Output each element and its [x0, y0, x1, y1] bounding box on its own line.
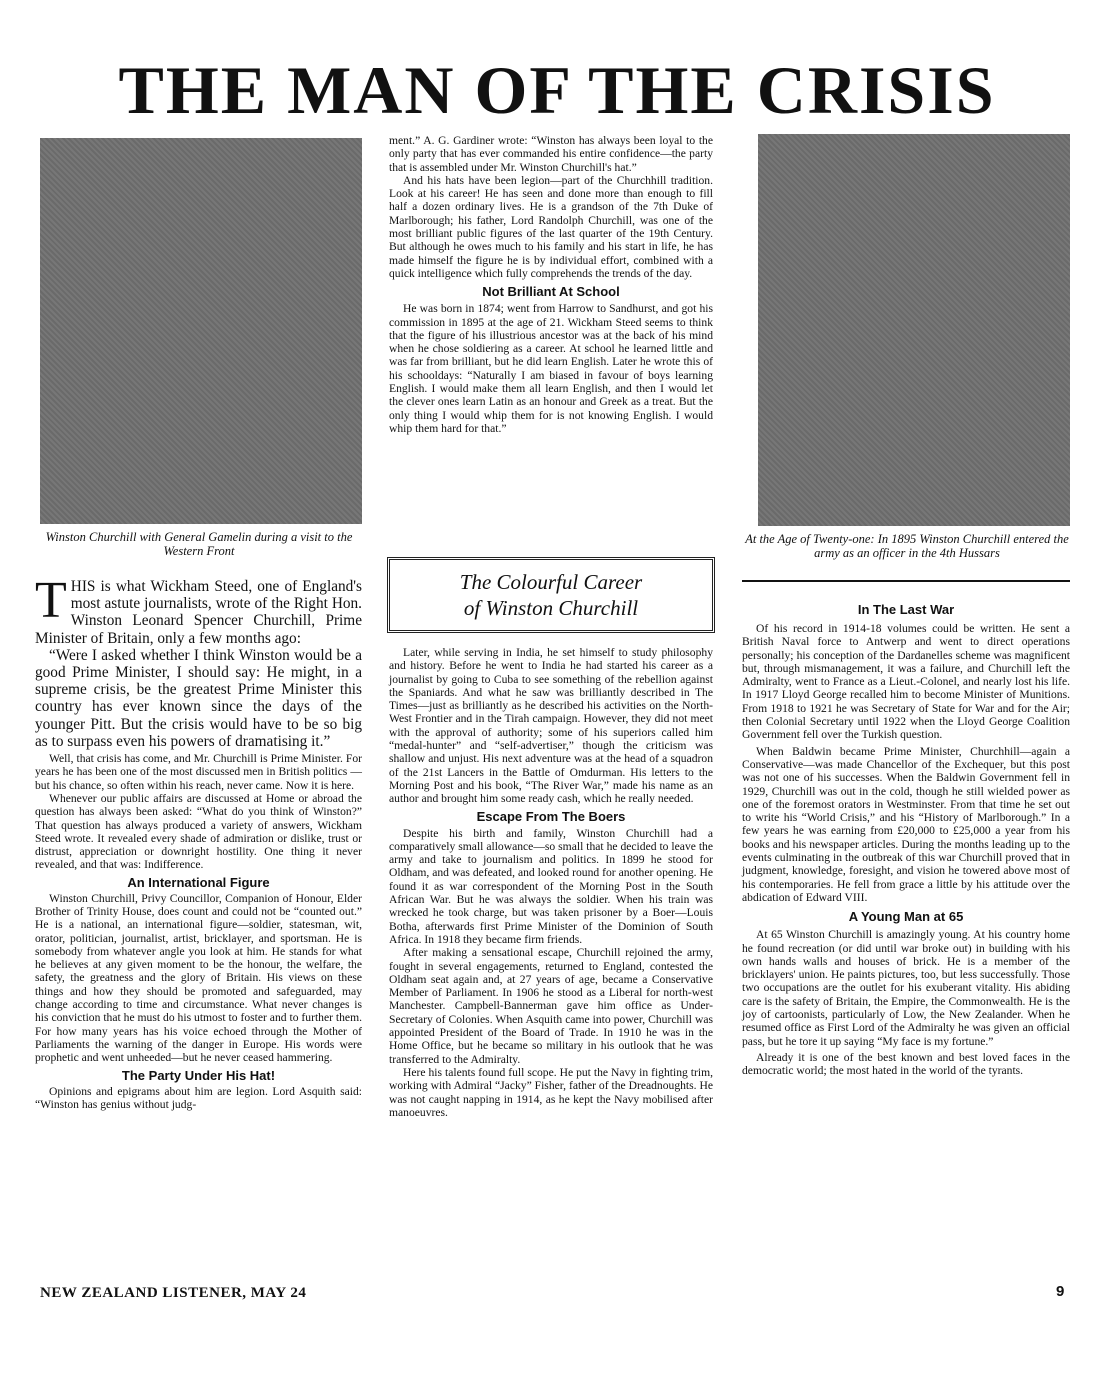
- page-number: 9: [1056, 1283, 1065, 1300]
- column-1-body: [35, 752, 362, 1111]
- paragraph: Despite his birth and family, Winston Churchill had a comparatively small allowance—so small that he decided to leave the army and take to journalism and politics. In 1899 he stood for Oldham, and was defeated, and looked round for another opening. He found it as war correspondent of the Morning Post in the South African War. But he was always the soldier. When his train was wrecked he took charge, but was taken prisoner by a Boer—Louis Botha, afterwards first Prime Minister of the Dominion of South Africa. In 1918 they became firm friends.: [389, 826, 713, 946]
- column-1: [35, 572, 362, 1111]
- paragraph: After making a sensational escape, Churchill rejoined the army, fought in several engagements, returned to England, contested the Oldham seat again and, at 27 years of age, became a Conservative Member of Parliament. In 1906 he stood as a Liberal for north-west Manchester. Campbell-Bannerman gave him office as Under-Secretary of Colonies. When Asquith came into power, Churchill was appointed President of the Board of Trade. In 1910 he was in the Home Office, but he became so military in his outlook that he was transferred to the Admiralty.: [389, 946, 713, 1066]
- column-3: [742, 602, 1070, 1078]
- paragraph: Winston Churchill, Privy Councillor, Companion of Honour, Elder Brother of Trinity House, does count and could not be “counted out.” He is a national, an international figure—soldier, statesman, wit, orator, politician, journalist, artist, bricklayer, and sportsman. He is somebody from whatever angle you look at him. He stands for what he believes at any given moment to be the honour, the welfare, the safety, the greatness and the glory of Britain. His views on these things and how they should be promoted and safeguarded, may change according to time and circumstance. What never changes is his conviction that he must do his utmost to foster and to further them. For how many years has his voice echoed through the Mother of Parliaments the warning of the danger in Europe. His words were prophetic and went unheeded—but he never ceased hammering.: [35, 891, 362, 1065]
- feature-box: [387, 557, 715, 633]
- feature-box-line-2: of Winston Churchill: [463, 596, 639, 620]
- footer-publication: NEW ZEALAND LISTENER, MAY 24: [40, 1285, 307, 1301]
- paragraph: Whenever our public affairs are discussed at Home or abroad the question has always been asked: “What do you think of Winston?” That question has always produced a variety of answers, Wickham Steed wrote. It revealed every shade of admiration or dislike, trust or distrust, appreciation or downright hostility. One thing it never revealed, and that was: Indifference.: [35, 791, 362, 872]
- paragraph: Of his record in 1914-18 volumes could be written. He sent a British Naval force to Antwerp and went to direct operations personally; his conception of the Dardanelles scheme was magnificent but, through mismanagement, it was a failure, and Churchill left the Admiralty, went to France as a Lieut.-Colonel, and nearly lost his life. In 1917 Lloyd George recalled him to become Minister of Munitions. From 1918 to 1921 he was Secretary of State for War and for the Air; then Colonial Secretary until 1922 when the Lloyd George Coalition Government fell over the Turkish question.: [742, 622, 1070, 742]
- divider-rule: [742, 580, 1070, 582]
- paragraph: Later, while serving in India, he set himself to study philosophy and history. Before he went to India he had started his career as a journalist by going to Cuba to see something of the rebellion against the Spaniards. And what he saw was brilliantly described in The Times—just as brilliantly as he described his activities on the North-West Frontier and in the Tirah campaign. However, they did not meet with the approval of authority; some of his superiors called him “medal-hunter” and “self-advertiser,” though the criticism was shallow and unjust. His next adventure was at the head of a squadron of the 21st Lancers in the Battle of Omdurman. His letters to the Morning Post and his book, “The River War,” made his name as an author and brought him some ready cash, which he really needed.: [389, 646, 713, 806]
- photo-churchill-gamelin: [40, 138, 362, 524]
- paragraph: Here his talents found full scope. He put the Navy in fighting trim, working with Admiral “Jacky” Fisher, father of the Dreadnoughts. He was not caught napping in 1914, as he kept the Navy mobilised after manoeuvres.: [389, 1065, 713, 1119]
- paragraph: When Baldwin became Prime Minister, Churchhill—again a Conservative—was made Chancellor of the Exchequer, but this post was not one of his successes. When the Baldwin Government fell in 1929, Churchill was out in the cold, though he still wielded power as one of the foremost orators in Westminster. From that time he set out to write his “World Crisis,” and his “History of Marlborough.” In a few years he was earning from £20,000 to £25,000 a year from his books and his newspaper articles. During the months leading up to the events culminating in the outbreak of this war Churchill proved that in judgment, knowledge, foresight, and vision he towered above most of his contemporaries. He fell from grace a little by his attitude over the abdication of Edward VIII.: [742, 744, 1070, 904]
- lead-paragraph-1-text: HIS is what Wickham Steed, one of England's most astute journalists, wrote of the Right Hon. Winston Leonard Spencer Churchill, Prime Minister of Britain, only a few months ago:: [35, 578, 362, 647]
- paragraph: Well, that crisis has come, and Mr. Churchill is Prime Minister. For years he has been one of the most discussed men in British politics — but his chance, so often within his reach, never came. Now it is here.: [35, 752, 362, 792]
- section-heading-escape-boers: Escape From The Boers: [476, 808, 626, 824]
- paragraph: Opinions and epigrams about him are legion. Lord Asquith said: “Winston has genius without judg-: [35, 1084, 362, 1111]
- photo-left-caption: Winston Churchill with General Gamelin during a visit to the Western Front: [45, 530, 353, 558]
- lead-paragraph-1: [35, 572, 362, 647]
- section-heading-party-under-hat: The Party Under His Hat!: [121, 1067, 276, 1083]
- photo-churchill-age-21: [758, 134, 1070, 526]
- lead-paragraph-2: “Were I asked whether I think Winston would be a good Prime Minister, I should say: He might, in a supreme crisis, be the greatest Prime Minister this country has ever known since the days of the younger Pitt. But the crisis would have to be so big as to surpass even his powers of dramatising it.”: [35, 646, 362, 750]
- section-heading-not-brilliant: Not Brilliant At School: [482, 284, 620, 300]
- section-heading-international-figure: An International Figure: [127, 874, 270, 890]
- paragraph: And his hats have been legion—part of the Churchhill tradition. Look at his career! He has seen and done more than enough to fill half a dozen ordinary lives. He is a grandson of the 7th Duke of Marlborough; his father, Lord Randolph Churchill, was one of the most brilliant public figures of the last quarter of the 19th Century. But although he owes much to his family and his start in life, he has made himself the figure he is by individual effort, combined with a quick intelligence which fully comprehends the trends of the day.: [389, 173, 713, 280]
- paragraph: At 65 Winston Churchill is amazingly young. At his country home he found recreation (or did until war broke out) in building with his own hands walls and houses of brick. He is a member of the bricklayers' union. He paints pictures, too, but less successfully. Those two occupations are the outlet for his exuberant vitality. His abiding care is the safety of Britain, the Empire, the Commonwealth. He is the joy of cartoonists, particularly of Low, the New Zealander. When he resumed office as First Lord of the Admiralty he was given an official pass, but he tore it up saying “My face is my fortune.”: [742, 928, 1070, 1048]
- page-title: THE MAN OF THE CRISIS: [118, 52, 996, 128]
- section-heading-last-war: In The Last War: [857, 602, 955, 617]
- section-heading-young-man: A Young Man at 65: [848, 909, 964, 925]
- drop-cap: T: [35, 572, 67, 629]
- photo-right-caption: At the Age of Twenty-one: In 1895 Winston Churchill entered the army as an officer in the 4th Hussars: [745, 532, 1069, 560]
- feature-box-line-1: The Colourful Career: [459, 570, 643, 594]
- paragraph: Already it is one of the best known and best loved faces in the democratic world; the most hated in the world of the tyrants.: [742, 1050, 1070, 1078]
- column-2-bottom: [389, 646, 713, 1119]
- paragraph: He was born in 1874; went from Harrow to Sandhurst, and got his commission in 1895 at the age of 21. Wickham Steed seems to think that the figure of his illustrious ancestor was at the back of his mind when he chose soldiering as a career. At school he learned little and was far from brilliant, but he did learn English. Later he wrote this of his schooldays: “Naturally I am biased in favour of boys learning English. I would make them all learn English, and then I would let the clever ones learn Latin as an honour and Greek as a treat. But the only thing I would whip them for is not knowing English. I would whip them hard for that.”: [389, 302, 713, 435]
- lead-text: [35, 572, 362, 750]
- column-2-top: [389, 134, 713, 435]
- paragraph: ment.” A. G. Gardiner wrote: “Winston has always been loyal to the only party that has ever commanded his entire confidence—the party that is assembled under Mr. Winston Churchill's hat.”: [389, 134, 713, 174]
